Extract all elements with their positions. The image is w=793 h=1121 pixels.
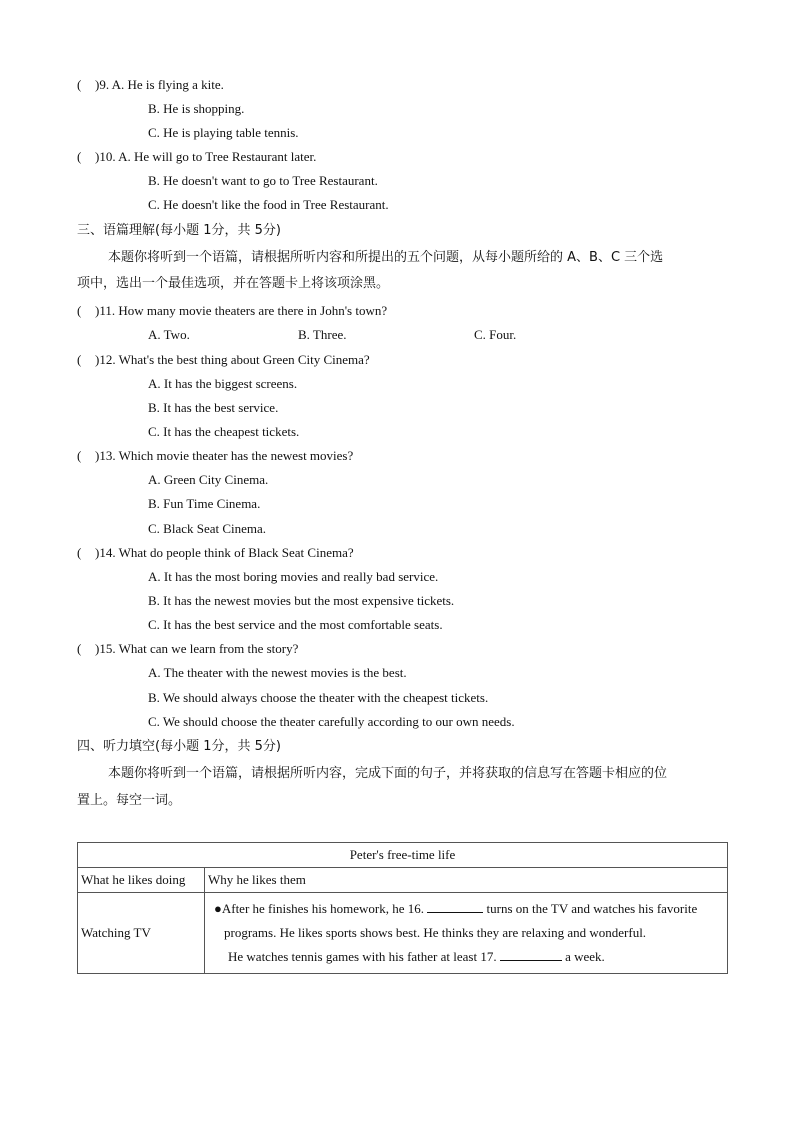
- answer-paren[interactable]: (: [77, 448, 82, 463]
- question-text: What do people think of Black Seat Cinema?: [118, 545, 354, 560]
- section-3-title: 三、语篇理解(每小题 1分，共 5分): [77, 223, 281, 238]
- question-text: Which movie theater has the newest movies?: [118, 448, 354, 463]
- question-9: [77, 77, 224, 93]
- table-header-col1: What he likes doing: [78, 868, 205, 893]
- content-line-1: ●After he finishes his homework, he 16. turns on the TV and watches his favorite: [214, 901, 698, 916]
- option: A. The theater with the newest movies is the best.: [148, 665, 407, 680]
- table-row-content: [205, 893, 728, 974]
- option: C. He doesn't like the food in Tree Restaurant.: [148, 197, 389, 212]
- question-number: )14.: [95, 545, 116, 560]
- answer-paren[interactable]: (: [77, 641, 82, 656]
- answer-paren[interactable]: (: [77, 149, 82, 164]
- question-number: )9.: [95, 77, 110, 92]
- section-3-instruction-cont: 项中，选出一个最佳选项，并在答题卡上将该项涂黑。: [77, 276, 390, 291]
- section-3-instruction: 本题你将听到一个语篇，请根据所听内容和所提出的五个问题，从每小题所给的 A、B、C 三个选: [108, 250, 664, 265]
- option: B. It has the best service.: [148, 400, 279, 415]
- table-header-col2: Why he likes them: [205, 868, 728, 893]
- table-title: Peter's free-time life: [78, 843, 728, 868]
- answer-paren[interactable]: (: [77, 545, 82, 560]
- option: C. Black Seat Cinema.: [148, 521, 267, 536]
- option: C. He is playing table tennis.: [148, 125, 299, 140]
- option: A. Green City Cinema.: [148, 472, 269, 487]
- option: B. It has the newest movies but the most expensive tickets.: [148, 593, 455, 608]
- blank-17[interactable]: [500, 949, 562, 961]
- question-number: )10.: [95, 149, 116, 164]
- option: C. Four.: [474, 327, 517, 342]
- option: A. It has the most boring movies and really bad service.: [148, 569, 439, 584]
- question-number: )13.: [95, 448, 116, 463]
- question-15: [77, 641, 298, 657]
- question-text: How many movie theaters are there in John's town?: [118, 303, 388, 318]
- option: B. We should always choose the theater with the cheapest tickets.: [148, 690, 489, 705]
- section-4-instruction: 本题你将听到一个语篇，请根据所听内容，完成下面的句子，并将获取的信息写在答题卡相应的位: [108, 766, 668, 781]
- question-number: )15.: [95, 641, 116, 656]
- blank-16[interactable]: [427, 901, 483, 913]
- option: C. It has the cheapest tickets.: [148, 424, 300, 439]
- option: B. He doesn't want to go to Tree Restaurant.: [148, 173, 378, 188]
- option: B. He is shopping.: [148, 101, 245, 116]
- option: B. Fun Time Cinema.: [148, 496, 261, 511]
- answer-paren[interactable]: (: [77, 77, 82, 92]
- question-number: )11.: [95, 303, 116, 318]
- option: A. Two.: [148, 327, 190, 342]
- option: B. Three.: [298, 327, 347, 342]
- question-text: What's the best thing about Green City Cinema?: [118, 352, 370, 367]
- question-10: [77, 149, 316, 165]
- answer-paren[interactable]: (: [77, 303, 82, 318]
- option: A. It has the biggest screens.: [148, 376, 298, 391]
- question-13: [77, 448, 353, 464]
- question-text: What can we learn from the story?: [118, 641, 299, 656]
- question-text: A. He is flying a kite.: [111, 77, 224, 92]
- question-12: [77, 352, 370, 368]
- content-line-2: programs. He likes sports shows best. He thinks they are relaxing and wonderful.: [224, 925, 647, 940]
- answer-paren[interactable]: (: [77, 352, 82, 367]
- section-4-title: 四、听力填空(每小题 1分，共 5分): [77, 739, 281, 754]
- free-time-table: [77, 842, 728, 974]
- question-text: A. He will go to Tree Restaurant later.: [118, 149, 317, 164]
- content-line-3: He watches tennis games with his father at least 17. a week.: [228, 949, 605, 964]
- section-4-instruction-cont: 置上。每空一词。: [77, 793, 182, 808]
- question-14: [77, 545, 354, 561]
- option: C. We should choose the theater carefully according to our own needs.: [148, 714, 515, 729]
- table-row-label: Watching TV: [78, 893, 205, 974]
- question-11: [77, 303, 387, 319]
- question-number: )12.: [95, 352, 116, 367]
- option: C. It has the best service and the most comfortable seats.: [148, 617, 443, 632]
